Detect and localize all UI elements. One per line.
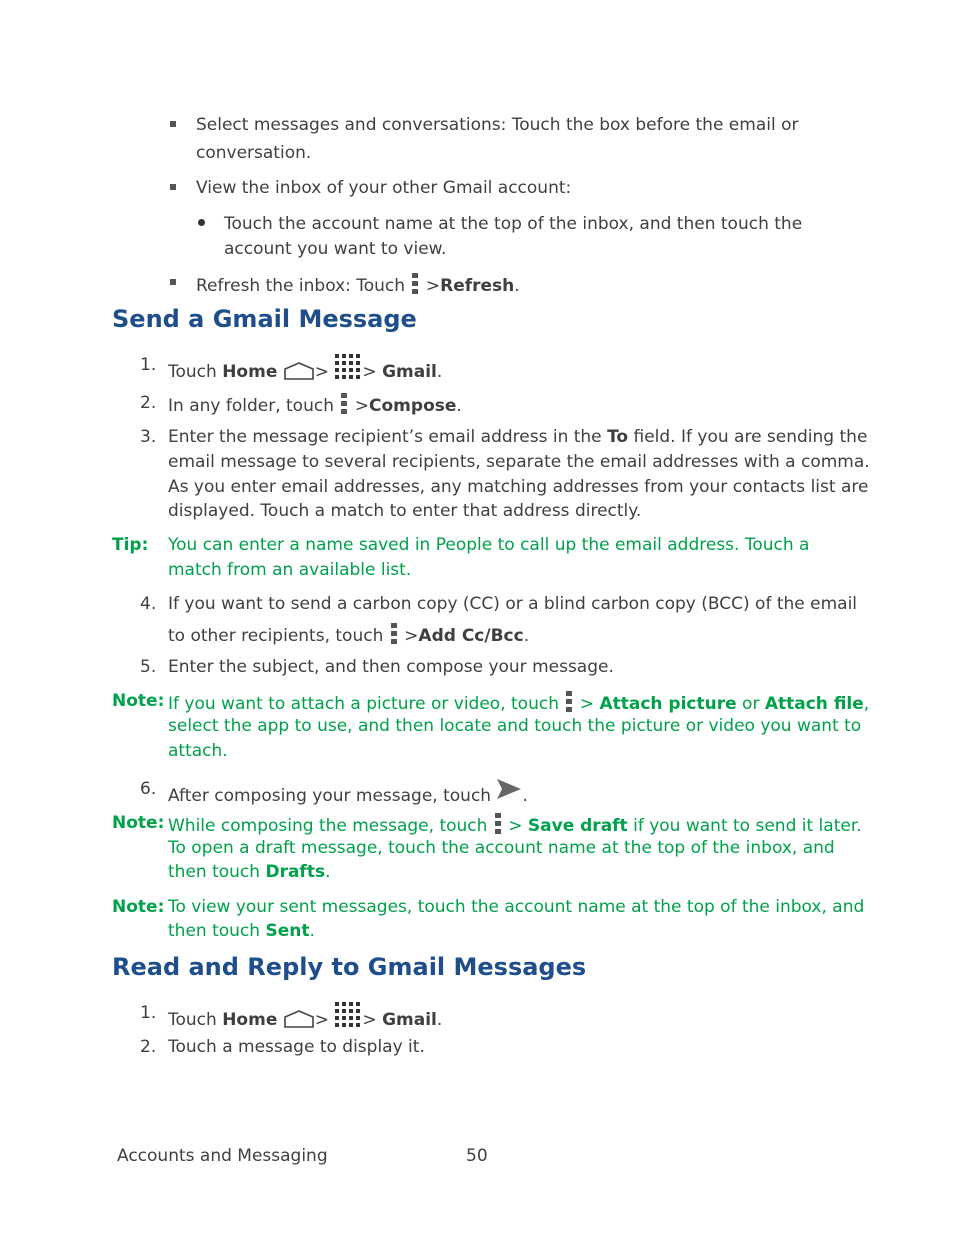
send-step-4: If you want to send a carbon copy (CC) or a blind carbon copy (BCC) of the email [168, 594, 858, 614]
compose-label: Compose [369, 396, 457, 416]
or-text: or [742, 694, 760, 714]
send-icon [496, 777, 522, 801]
bullet-select: Select messages and conversations: Touch the box before the email or [196, 115, 799, 135]
note2-text-line3 [168, 860, 330, 884]
to-label: To [607, 427, 629, 447]
gmail-label: Gmail [382, 1010, 437, 1030]
refresh-sep: > [425, 276, 441, 296]
send-heading: Send a Gmail Message [112, 305, 417, 333]
send-step-3 [168, 425, 867, 449]
attach-picture-label: Attach picture [599, 694, 737, 714]
apps-grid-icon [334, 353, 362, 379]
note-label: Note: [112, 691, 165, 711]
note2-text [168, 811, 862, 838]
note1-text-line2: select the app to use, and then locate and touch the picture or video you want to [168, 716, 862, 736]
refresh-bold: Refresh [440, 276, 515, 296]
sep: > [579, 694, 595, 714]
end: . [522, 786, 528, 806]
note-text: then touch [168, 862, 261, 882]
read-step-2: Touch a message to display it. [168, 1037, 425, 1057]
send-step-1 [168, 353, 442, 384]
end: . [436, 1010, 443, 1030]
step-num: 1. [140, 355, 157, 375]
note2-text-line2: To open a draft message, touch the account name at the top of the inbox, and [168, 838, 835, 858]
bullet-view: View the inbox of your other Gmail account: [196, 178, 572, 198]
save-draft-label: Save draft [527, 816, 628, 836]
refresh-end: . [514, 276, 520, 296]
bullet-refresh [196, 271, 520, 298]
sep: > [508, 816, 523, 836]
home-label: Home [222, 1010, 278, 1030]
send-step-4-line2 [168, 621, 529, 648]
bullet-square [170, 121, 176, 127]
bullet-dot [198, 219, 205, 226]
send-step-6 [168, 777, 528, 808]
gmail-label: Gmail [382, 362, 437, 382]
note1-text [168, 689, 869, 716]
step-num: 2. [140, 393, 157, 413]
bullet-select-cont: conversation. [196, 143, 312, 163]
note1-text-line3: attach. [168, 741, 228, 761]
sub-bullet: Touch the account name at the top of the inbox, and then touch the [224, 214, 803, 234]
note-label: Note: [112, 813, 165, 833]
step-text: Touch [168, 362, 217, 382]
tip-text-cont: match from an available list. [168, 560, 412, 580]
addccbcc-label: Add Cc/Bcc [418, 626, 524, 646]
end: . [309, 921, 315, 941]
step-text: In any folder, touch [168, 396, 334, 416]
note-text-cont: if you want to send it later. [633, 816, 862, 836]
step-text: Touch [168, 1010, 217, 1030]
step-num: 2. [140, 1037, 157, 1057]
send-step-2 [168, 391, 462, 418]
send-step-3-line2: email message to several recipients, separate the email addresses with a comma. [168, 452, 870, 472]
step-text-cont: field. If you are sending the [633, 427, 868, 447]
menu-dots-icon [339, 391, 349, 415]
apps-grid-icon [334, 1001, 362, 1027]
bullet-square [170, 279, 176, 285]
home-icon [283, 361, 315, 381]
menu-dots-icon [564, 689, 574, 713]
menu-dots-icon [389, 621, 399, 645]
tip-label: Tip: [112, 535, 149, 555]
step-num: 5. [140, 657, 157, 677]
footer-section: Accounts and Messaging [117, 1146, 328, 1166]
read-heading: Read and Reply to Gmail Messages [112, 953, 587, 981]
sep: > [314, 362, 330, 382]
note3-text: To view your sent messages, touch the account name at the top of the inbox, and [168, 897, 865, 917]
comma: , [863, 694, 870, 714]
step-text: to other recipients, touch [168, 626, 384, 646]
refresh-text: Refresh the inbox: Touch [196, 276, 406, 296]
sent-label: Sent [265, 921, 310, 941]
note3-text-line2 [168, 919, 315, 943]
tip-text: You can enter a name saved in People to call up the email address. Touch a [168, 535, 810, 555]
end: . [436, 362, 443, 382]
step-num: 3. [140, 427, 157, 447]
drafts-label: Drafts [265, 862, 326, 882]
sep: > [314, 1010, 330, 1030]
send-step-5: Enter the subject, and then compose your message. [168, 657, 614, 677]
sep: > [362, 362, 377, 382]
sep: > [404, 626, 419, 646]
menu-dots-icon [493, 811, 503, 835]
bullet-square [170, 184, 176, 190]
read-step-1 [168, 1001, 442, 1032]
sub-bullet-cont: account you want to view. [224, 239, 447, 259]
home-icon [283, 1009, 315, 1029]
step-num: 6. [140, 779, 157, 799]
send-step-3-line4: displayed. Touch a match to enter that address directly. [168, 501, 642, 521]
step-text: Enter the message recipient’s email address in the [168, 427, 602, 447]
note-text: then touch [168, 921, 261, 941]
step-num: 1. [140, 1003, 157, 1023]
step-num: 4. [140, 594, 157, 614]
end: . [325, 862, 331, 882]
end: . [523, 626, 530, 646]
end: . [456, 396, 462, 416]
note-text: While composing the message, touch [168, 816, 488, 836]
send-step-3-line3: As you enter email addresses, any matching addresses from your contacts list are [168, 477, 869, 497]
sep: > [354, 396, 370, 416]
note-text: If you want to attach a picture or video, touch [168, 694, 559, 714]
note-label: Note: [112, 897, 165, 917]
step-text: After composing your message, touch [168, 786, 492, 806]
home-label: Home [222, 362, 278, 382]
attach-file-label: Attach file [764, 694, 864, 714]
footer-page-number: 50 [466, 1146, 488, 1166]
sep: > [362, 1010, 377, 1030]
menu-dots-icon [410, 271, 420, 295]
